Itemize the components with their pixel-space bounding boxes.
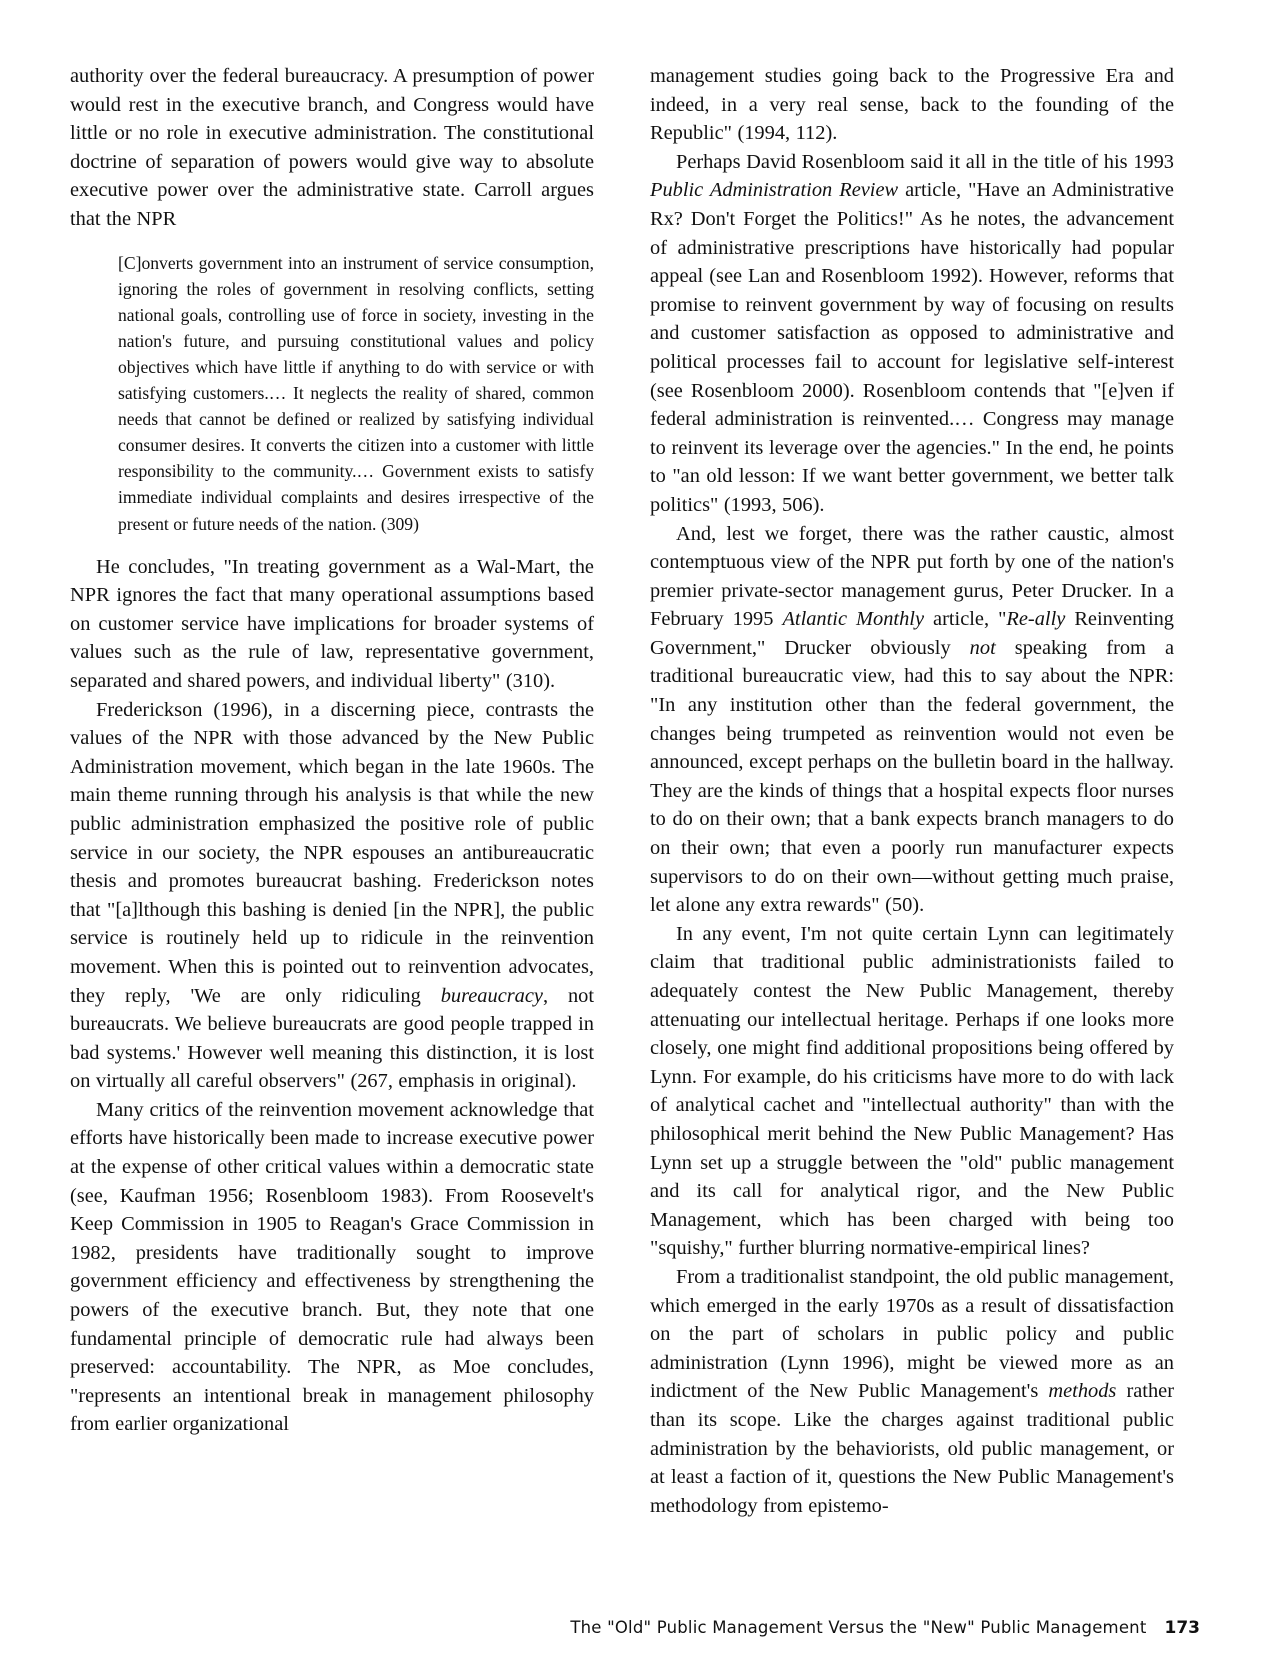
paragraph-text-segment: And, lest we forget, there was the rather caustic, almost contemptuous view of the NPR put forth by one of the nation's premier private-sector management gurus, Peter Drucker. In a February 1995 — [650, 522, 1174, 631]
paragraph — [650, 520, 1174, 920]
magazine-title-italic: Atlantic Monthly — [782, 608, 924, 631]
emphasis-text: not — [969, 636, 996, 659]
paragraph-text-segment: rather than its scope. Like the charges against traditional public administration by the behaviorists, old public management, or at least a faction of it, questions the New Public Management's methodology from epistemo- — [650, 1380, 1174, 1517]
emphasis-text: bureaucracy — [440, 984, 543, 1007]
paragraph-text-segment: Frederickson (1996), in a discerning piece, contrasts the values of the NPR with those advanced by the New Public Administration movement, which began in the late 1960s. The main theme running through his analysis is that while the new public administration emphasized the positive role of public service in our society, the NPR espouses an antibureaucratic thesis and promotes bureaucrat bashing. Frederickson notes that "[a]lthough this bashing is denied [in the NPR], the public service is routinely held up to ridicule in the reinvention movement. When this is pointed out to reinvention advocates, they reply, 'We are only ridiculing — [70, 698, 594, 1007]
paragraph-text-segment: Reinventing Government," Drucker obviously — [650, 608, 1174, 659]
journal-title-italic: Public Administration Review — [650, 179, 899, 202]
two-column-body — [70, 62, 1175, 1522]
paragraph — [70, 696, 594, 1096]
paragraph: management studies going back to the Progressive Era and indeed, in a very real sense, back to the founding of the Republic" (1994, 112). — [650, 65, 1174, 145]
page-footer — [70, 1618, 1200, 1638]
paragraph-text-segment: article, " — [924, 608, 1007, 631]
right-column — [650, 62, 1174, 1522]
paragraph: He concludes, "In treating government as a Wal-Mart, the NPR ignores the fact that many operational assumptions based on customer service have implications for broader systems of values such as the rule of law, representative government, separated and shared powers, and individual liberty" (310). — [70, 555, 594, 692]
block-quote — [70, 250, 594, 537]
paragraph: authority over the federal bureaucracy. A presumption of power would rest in the executive branch, and Congress would have little or no role in executive administration. The constitutional doctrine of separation of powers would give way to absolute executive power over the administrative state. Carroll argues that the NPR — [70, 65, 594, 230]
paragraph: In any event, I'm not quite certain Lynn can legitimately claim that traditional public administrationists failed to adequately contest the New Public Management, thereby attenuating our intellectual heritage. Perhaps if one looks more closely, one might find additional propositions being offered by Lynn. For example, do his criticisms have more to do with lack of analytical cachet and "intellectual authority" than with the philosophical merit behind the New Public Management? Has Lynn set up a struggle between the "old" public management and its call for analytical rigor, and the New Public Management, which has been charged with being too "squishy," further blurring normative-empirical lines? — [650, 922, 1174, 1260]
block-quote-text: [C]onverts government into an instrument of service consumption, ignoring the roles of government in resolving conflicts, setting national goals, controlling use of force in society, investing in the nation's future, and pursuing constitutional values and policy objectives which have little if anything to do with service or with satisfying customers.… It neglects the reality of shared, common needs that cannot be defined or realized by satisfying individual consumer desires. It converts the citizen into a customer with little responsibility to the community.… Government exists to satisfy immediate individual complaints and desires irrespective of the present or future needs of the nation. (309) — [118, 252, 594, 534]
emphasis-text: methods — [1048, 1380, 1117, 1403]
paragraph-text-segment: From a traditionalist standpoint, the old public management, which emerged in the early 1970s as a result of dissatisfaction on the part of scholars in public policy and public administration (Lynn 1996), might be viewed more as an indictment of the New Public Management's — [650, 1265, 1174, 1403]
emphasis-text: Re-ally — [1006, 608, 1066, 631]
paragraph — [650, 1263, 1174, 1520]
running-head-title: The "Old" Public Management Versus the "New" Public Management — [570, 1618, 1147, 1637]
page-number: 173 — [1164, 1618, 1200, 1638]
paragraph-text-segment: , not bureaucrats. We believe bureaucrats are good people trapped in bad systems.' However well meaning this distinction, it is lost on virtually all careful observers" (267, emphasis in original). — [70, 984, 594, 1093]
left-column — [70, 62, 594, 1522]
paragraph-text-segment: speaking from a traditional bureaucratic view, had this to say about the NPR: "In any institution other than the federal government, the changes being trumpeted as reinvention would not even be announced, except perhaps on the bulletin board in the hallway. They are the kinds of things that a hospital expects floor nurses to do on their own; that a bank expects branch managers to do on their own; that even a poorly run manufacturer expects supervisors to do on their own—without getting much praise, let alone any extra rewards" (50). — [650, 636, 1174, 917]
paragraph-text-segment: article, "Have an Administrative Rx? Don't Forget the Politics!" As he notes, the advancement of administrative prescriptions have historically had popular appeal (see Lan and Rosenbloom 1992). However, reforms that promise to reinvent government by way of focusing on results and customer satisfaction as opposed to administrative and political processes fail to account for legislative self-interest (see Rosenbloom 2000). Rosenbloom contends that "[e]ven if federal administration is reinvented.… Congress may manage to reinvent its leverage over the agencies." In the end, he points to "an old lesson: If we want better government, we better talk politics" (1993, 506). — [650, 179, 1174, 516]
paragraph — [650, 148, 1174, 520]
paragraph: Many critics of the reinvention movement acknowledge that efforts have historically been made to increase executive power at the expense of other critical values within a democratic state (see, Kaufman 1956; Rosenbloom 1983). From Roosevelt's Keep Commission in 1905 to Reagan's Grace Commission in 1982, presidents have traditionally sought to improve government efficiency and effectiveness by strengthening the powers of the executive branch. But, they note that one fundamental principle of democratic rule had always been preserved: accountability. The NPR, as Moe concludes, "represents an intentional break in management philosophy from earlier organizational — [70, 1098, 594, 1436]
paragraph-text-segment: Perhaps David Rosenbloom said it all in the title of his 1993 — [676, 150, 1174, 173]
